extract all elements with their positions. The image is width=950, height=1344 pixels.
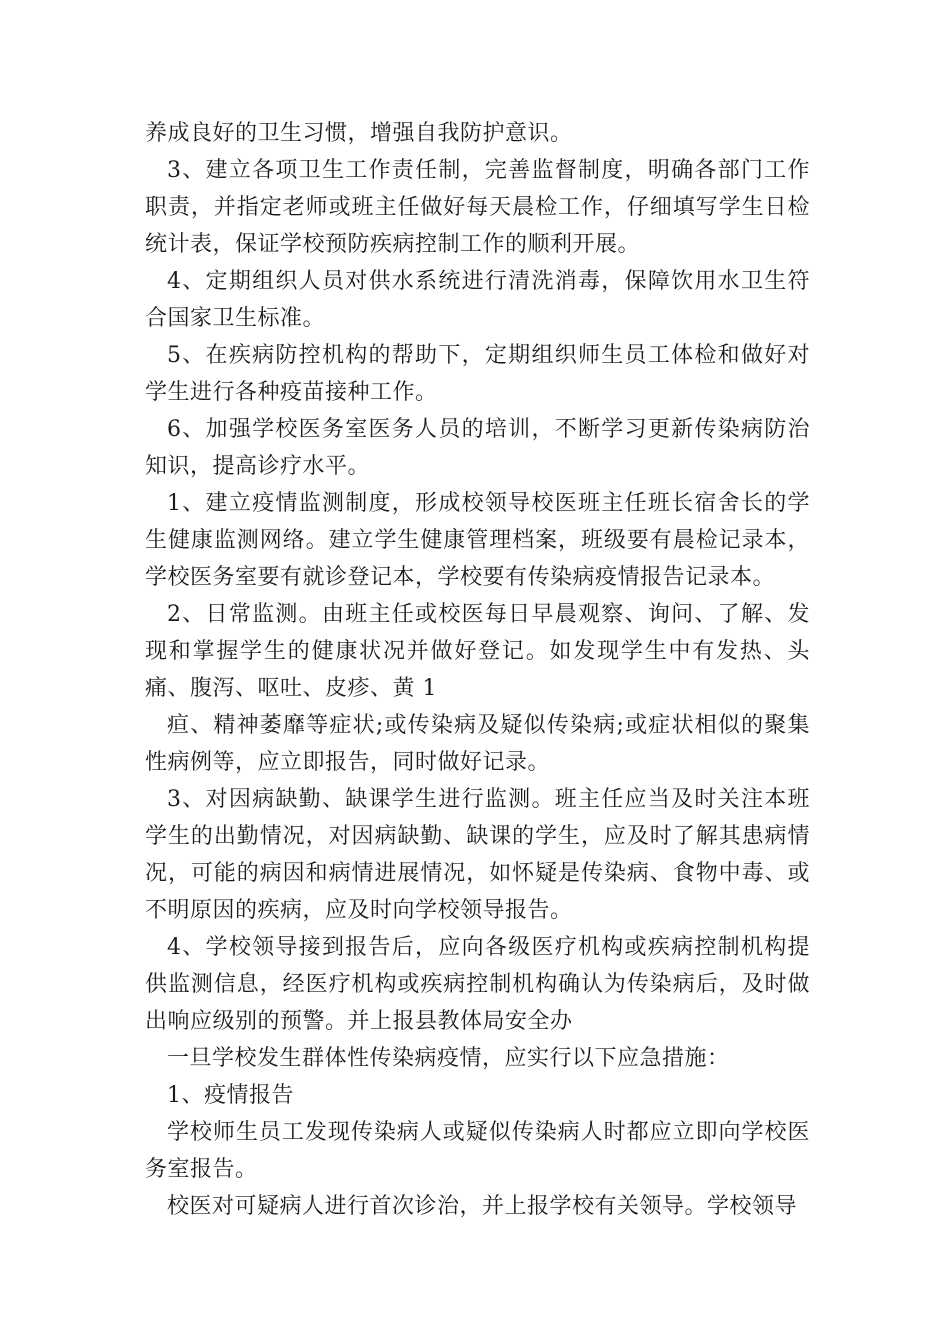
paragraph-4: 5、在疾病防控机构的帮助下，定期组织师生员工体检和做好对学生进行各种疫苗接种工作。 bbox=[145, 343, 810, 405]
paragraph-3: 4、定期组织人员对供水系统进行清洗消毒，保障饮用水卫生符合国家卫生标准。 bbox=[145, 269, 810, 331]
paragraph-6: 1、建立疫情监测制度，形成校领导校医班主任班长宿舍长的学生健康监测网络。建立学生健康管理档案，班级要有晨检记录本，学校医务室要有就诊登记本，学校要有传染病疫情报告记录本。 bbox=[145, 491, 810, 590]
paragraph-1: 养成良好的卫生习惯，增强自我防护意识。 bbox=[145, 121, 573, 146]
paragraph-10: 4、学校领导接到报告后，应向各级医疗机构或疾病控制机构提供监测信息，经医疗机构或疾病控制机构确认为传染病后，及时做出响应级别的预警。并上报县教体局安全办 bbox=[145, 935, 810, 1034]
paragraph-14: 校医对可疑病人进行首次诊治，并上报学校有关领导。学校领导 bbox=[167, 1194, 798, 1219]
paragraph-5: 6、加强学校医务室医务人员的培训，不断学习更新传染病防治知识，提高诊疗水平。 bbox=[145, 417, 810, 479]
paragraph-11: 一旦学校发生群体性传染病疫情，应实行以下应急措施： bbox=[167, 1046, 730, 1071]
paragraph-9: 3、对因病缺勤、缺课学生进行监测。班主任应当及时关注本班学生的出勤情况，对因病缺勤、缺课的学生，应及时了解其患病情况，可能的病因和病情进展情况，如怀疑是传染病、食物中毒、或不明原因的疾病，应及时向学校领导报告。 bbox=[145, 787, 810, 923]
paragraph-13: 学校师生员工发现传染病人或疑似传染病人时都应立即向学校医务室报告。 bbox=[145, 1120, 810, 1182]
paragraph-2: 3、建立各项卫生工作责任制，完善监督制度，明确各部门工作职责，并指定老师或班主任做好每天晨检工作，仔细填写学生日检统计表，保证学校预防疾病控制工作的顺利开展。 bbox=[145, 158, 810, 257]
paragraph-7: 2、日常监测。由班主任或校医每日早晨观察、询问、了解、发现和掌握学生的健康状况并做好登记。如发现学生中有发热、头痛、腹泻、呕吐、皮疹、黄 1 bbox=[145, 602, 810, 701]
paragraph-12: 1、疫情报告 bbox=[167, 1083, 294, 1108]
document-body bbox=[145, 115, 810, 1225]
paragraph-8: 疸、精神萎靡等症状;或传染病及疑似传染病;或症状相似的聚集性病例等，应立即报告，同时做好记录。 bbox=[145, 713, 810, 775]
